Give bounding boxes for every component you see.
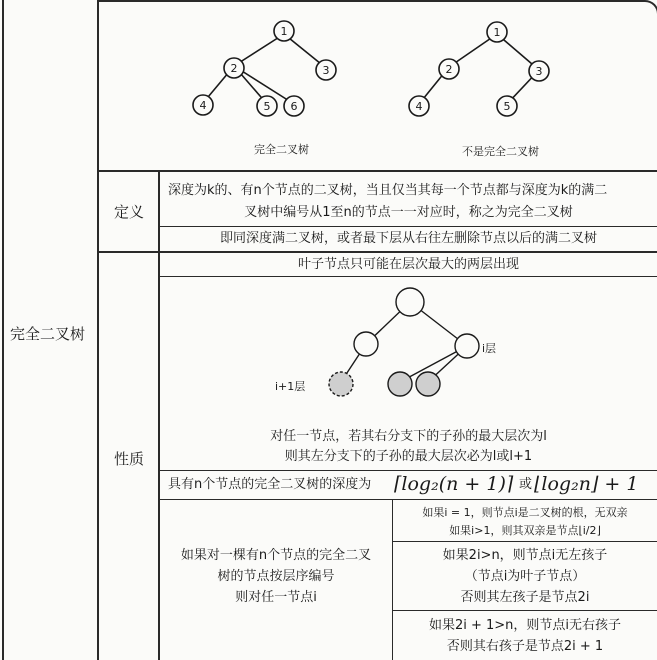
leaf-node: [416, 372, 440, 396]
rule-divider-2: [392, 610, 657, 611]
rule1-line-1: 如果i = 1，则节点i是二叉树的根，无双亲: [422, 506, 628, 519]
node-label: 4: [415, 100, 423, 113]
definition-label: 定义: [114, 203, 145, 221]
node-label: 5: [263, 100, 271, 113]
definition-line-3: 即同深度满二叉树，或者最下层从右往左删除节点以后的满二叉树: [219, 231, 597, 246]
numbering-line-3: 则对任一节点i: [235, 590, 317, 605]
trees-bottom-border: [97, 170, 657, 172]
prop-row-divider-2: [158, 470, 657, 471]
level-node: [396, 288, 424, 316]
complete-tree-caption: 完全二叉树: [254, 143, 309, 156]
rule2-line-1: 如果2i>n，则节点i无左孩子: [442, 548, 608, 563]
subtree-line-1: 对任一节点，若其右分支下的子孙的最大层次为l: [270, 429, 547, 444]
prop-row-divider-3: [158, 499, 657, 500]
outer-left-border: [2, 0, 4, 660]
def-row-divider-1: [158, 226, 657, 227]
not-complete-tree: [409, 22, 549, 116]
node-label: 5: [503, 100, 511, 113]
layer-i1-label: i+1层: [275, 380, 306, 393]
node-label: 4: [199, 99, 207, 112]
properties-label: 性质: [114, 450, 145, 468]
definition-line-2: 叉树中编号从1至n的节点一一对应时，称之为完全二叉树: [244, 205, 573, 220]
layer-i-label: i层: [482, 342, 497, 355]
rule3-line-1: 如果2i + 1>n，则节点i无右孩子: [428, 618, 622, 633]
leaf-rule: 叶子节点只可能在层次最大的两层出现: [297, 257, 519, 272]
complete-tree-labels: [200, 25, 330, 113]
rule-divider-1: [392, 541, 657, 542]
rule1-line-2: 如果i>1，则其双亲是节点⌊i/2⌋: [449, 524, 601, 537]
node-label: 3: [322, 64, 330, 77]
node-label: 1: [493, 26, 501, 39]
subtree-line-2: 则其左分支下的子孙的最大层次必为l或l+1: [284, 449, 533, 464]
numbering-line-1: 如果对一棵有n个节点的完全二叉: [180, 548, 372, 563]
depth-formula-1: ⌈log₂(n + 1)⌉: [394, 473, 514, 495]
definition-line-1: 深度为k的、有n个节点的二叉树，当且仅当其每一个节点都与深度为k的满二: [168, 183, 608, 198]
depth-or: 或: [519, 477, 533, 492]
node-label: 6: [290, 100, 298, 113]
depth-formula-2: ⌊log₂n⌋ + 1: [534, 473, 639, 495]
node-label: 2: [230, 62, 238, 75]
depth-prefix: 具有n个节点的完全二叉树的深度为: [168, 477, 372, 492]
level-node: [354, 332, 378, 356]
leaf-node: [329, 372, 353, 396]
node-label: 3: [535, 65, 543, 78]
def-bottom-border: [97, 251, 657, 253]
numbering-line-2: 树的节点按层序编号: [217, 569, 335, 584]
trees-diagram: [99, 2, 655, 170]
leaf-node: [388, 372, 412, 396]
level-node: [455, 334, 479, 358]
left-title: 完全二叉树: [10, 325, 86, 343]
prop-row-divider-1: [158, 276, 657, 277]
rule2-line-2: （节点i为叶子节点）: [464, 569, 586, 584]
rule2-line-3: 否则其左孩子是节点2i: [460, 590, 590, 605]
node-label: 1: [280, 25, 288, 38]
node-label: 2: [445, 63, 453, 76]
not-complete-tree-caption: 不是完全二叉树: [462, 145, 539, 158]
not-complete-tree-labels: [416, 26, 543, 113]
rule3-line-2: 否则其右孩子是节点2i + 1: [446, 639, 604, 654]
